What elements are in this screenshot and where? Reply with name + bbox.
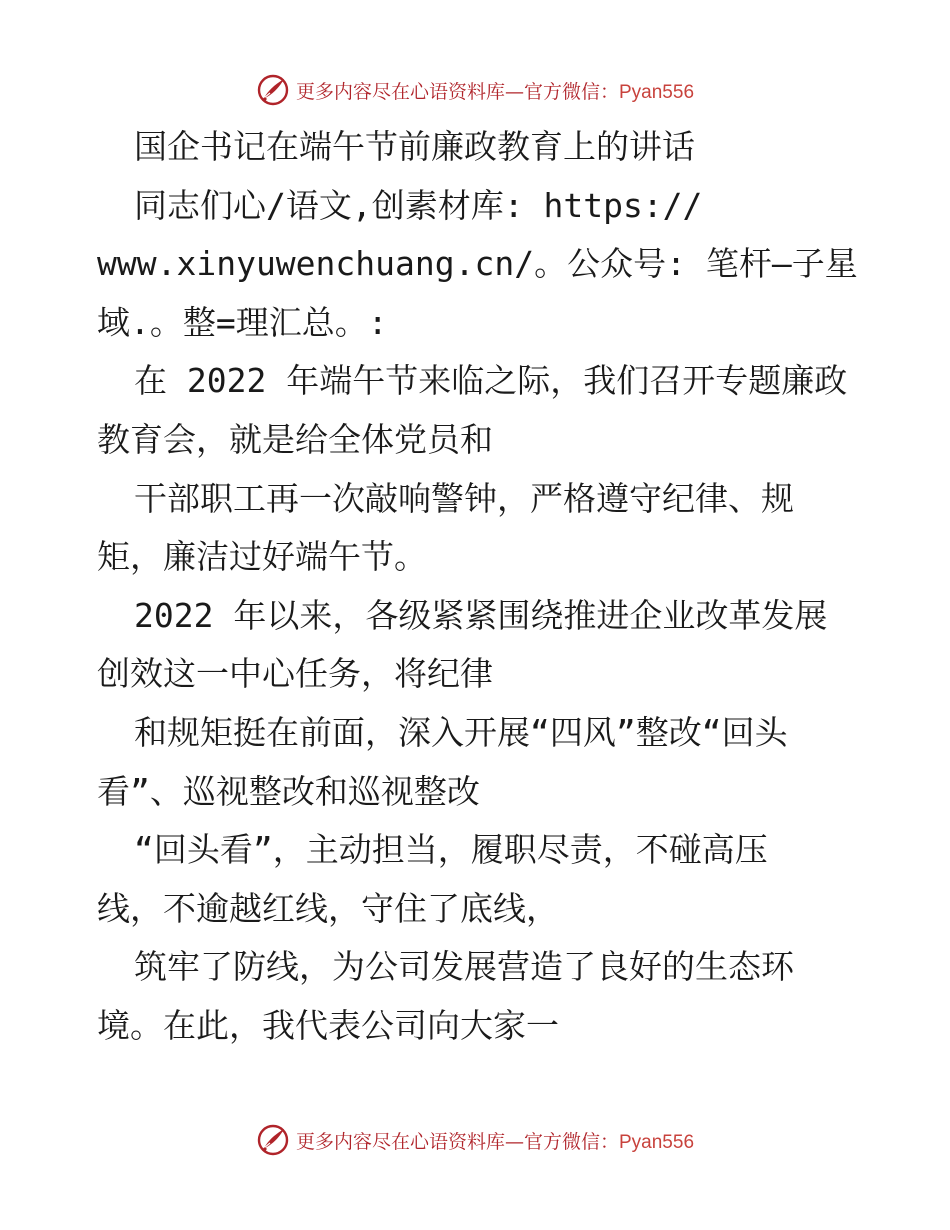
text-line: “回头看”，主动担当，履职尽责，不碰高压 xyxy=(134,830,768,870)
text-line: 境。在此，我代表公司向大家一 xyxy=(97,1005,559,1045)
text-line: 创效这一中心任务，将纪律 xyxy=(97,654,493,694)
text-line: 筑牢了防线，为公司发展营造了良好的生态环 xyxy=(134,947,794,987)
document-title: 国企书记在端午节前廉政教育上的讲话 xyxy=(134,127,695,166)
text-line: 矩，廉洁过好端午节。 xyxy=(97,537,427,577)
text-line: 在 2022 年端午节来临之际，我们召开专题廉政 xyxy=(134,361,848,401)
text-line: 域.。整=理汇总。: xyxy=(97,302,388,342)
text-line: 看”、巡视整改和巡视整改 xyxy=(97,771,480,811)
text-line: 和规矩挺在前面，深入开展“四风”整改“回头 xyxy=(134,712,788,752)
text-line: www.xinyuwenchuang.cn/。公众号: 笔杆—子星 xyxy=(97,244,858,284)
banner-slogan: 更多内容尽在心语资料库—官方微信： xyxy=(295,80,619,103)
text-line: 2022 年以来，各级紧紧围绕推进企业改革发展 xyxy=(134,595,828,635)
text-line: 同志们心/语文,创素材库: https:// xyxy=(134,185,703,225)
text-line: 干部职工再一次敲响警钟，严格遵守纪律、规 xyxy=(134,478,794,518)
wechat-id: Pyan556 xyxy=(619,1131,695,1153)
quill-pen-logo-icon xyxy=(256,73,290,107)
text-line: 线，不逾越红线，守住了底线， xyxy=(97,888,559,928)
footer-banner xyxy=(0,1120,950,1160)
banner-slogan: 更多内容尽在心语资料库—官方微信： xyxy=(295,1130,619,1153)
wechat-id: Pyan556 xyxy=(619,81,695,103)
document-body xyxy=(97,118,867,1056)
banner-text xyxy=(296,1127,694,1154)
text-line: 教育会，就是给全体党员和 xyxy=(97,419,493,459)
quill-pen-logo-icon xyxy=(256,1123,290,1157)
header-banner xyxy=(0,70,950,110)
banner-text xyxy=(296,77,694,104)
